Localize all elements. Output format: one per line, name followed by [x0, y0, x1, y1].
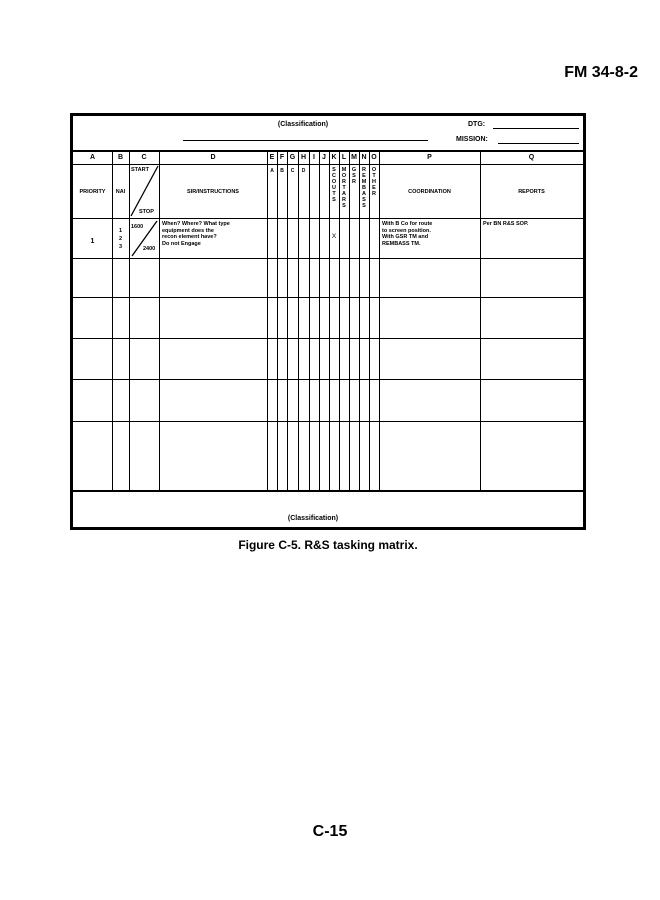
row1-instructions-line-4: Do not Engage — [162, 240, 201, 247]
col-letter-a: A — [89, 154, 96, 161]
col-letter-d: D — [210, 154, 216, 161]
col-letter-o: O — [371, 154, 377, 161]
col-letter-l: L — [341, 154, 347, 161]
col-letter-p: P — [427, 154, 432, 161]
row1-nai-3: 3 — [118, 244, 123, 250]
asset-b-header: B — [280, 168, 284, 174]
col-letter-c: C — [141, 154, 147, 161]
row-divider-2 — [73, 297, 583, 298]
dtg-field-line — [493, 128, 579, 129]
tasking-matrix-form — [70, 113, 586, 530]
col-line-g-h — [298, 150, 299, 490]
row1-nai-2: 2 — [118, 236, 123, 242]
sir-instructions-header: SIR/INSTRUCTIONS — [187, 189, 239, 195]
nai-header: NAI — [115, 189, 126, 195]
asset-a-header: A — [270, 168, 274, 174]
asset-d-header: D — [301, 168, 306, 174]
gsr-header: G S R — [351, 167, 357, 185]
coordination-header: COORDINATION — [408, 189, 451, 195]
col-line-f-g — [287, 150, 288, 490]
row1-instructions-line-2: equipment does the — [162, 227, 214, 234]
col-line-p-q — [480, 150, 481, 490]
col-letter-k: K — [331, 154, 337, 161]
row1-nai-1: 1 — [118, 228, 123, 234]
col-line-d-e — [267, 150, 268, 490]
col-letter-m: M — [351, 154, 357, 161]
row1-scouts-mark: X — [331, 233, 337, 240]
col-letter-f: F — [279, 154, 285, 161]
row-divider-3 — [73, 338, 583, 339]
row1-priority: 1 — [90, 238, 95, 245]
row-divider-4 — [73, 379, 583, 380]
col-letter-q: Q — [528, 154, 535, 161]
col-line-i-j — [319, 150, 320, 490]
row1-coordination-line-2: to screen position. — [382, 227, 431, 234]
reports-header: REPORTS — [518, 189, 545, 195]
stop-header: STOP — [139, 209, 154, 215]
scouts-header: S C O U T S — [331, 167, 337, 203]
col-letter-n: N — [361, 154, 367, 161]
dtg-label: DTG: — [468, 121, 486, 128]
col-line-l-m — [349, 150, 350, 490]
other-header: O T H E R — [371, 167, 377, 197]
row1-coordination-line-3: With GSR TM and — [382, 234, 429, 240]
col-letter-i: I — [313, 154, 315, 161]
row1-coordination-line-1: With B Co for route — [382, 221, 433, 227]
classification-top: (Classification) — [277, 121, 329, 128]
row1-start-time: 1600 — [131, 224, 144, 230]
document-id: FM 34-8-2 — [564, 64, 638, 81]
row1-instructions — [162, 221, 266, 247]
title-field-line — [183, 140, 428, 141]
col-line-h-i — [309, 150, 310, 490]
row1-stop-time: 2400 — [143, 246, 156, 252]
priority-header: PRIORITY — [79, 189, 106, 195]
row1-instructions-line-1: When? Where? What type — [162, 221, 230, 227]
table-top-border — [73, 150, 583, 152]
row1-reports: Per BN R&S SOP. — [483, 221, 529, 227]
col-letter-g: G — [289, 154, 296, 161]
start-header: START — [131, 167, 149, 173]
start-stop-diagonal — [129, 164, 160, 219]
page-number: C-15 — [312, 823, 348, 840]
classification-bottom: (Classification) — [287, 515, 339, 522]
col-line-e-f — [277, 150, 278, 490]
col-line-o-p — [379, 150, 380, 490]
rembass-header: R E M B A S S — [361, 167, 367, 209]
figure-caption: Figure C-5. R&S tasking matrix. — [238, 538, 418, 552]
mortars-header: M O R T A R S — [341, 167, 347, 209]
col-letter-e: E — [269, 154, 275, 161]
col-letter-h: H — [300, 154, 307, 161]
table-bottom-border — [73, 490, 583, 492]
mission-field-line — [498, 143, 579, 144]
mission-label: MISSION: — [456, 136, 488, 143]
asset-c-header: C — [290, 168, 295, 174]
col-line-n-o — [369, 150, 370, 490]
col-line-a-b — [112, 150, 113, 490]
col-letter-b: B — [117, 154, 124, 161]
row-divider-5 — [73, 421, 583, 422]
row1-coordination-line-4: REMBASS TM. — [382, 240, 421, 247]
row1-coordination — [382, 221, 478, 247]
row1-time-diagonal — [129, 218, 160, 259]
row1-instructions-line-3: recon element have? — [162, 234, 217, 240]
col-letter-j: J — [322, 154, 326, 161]
